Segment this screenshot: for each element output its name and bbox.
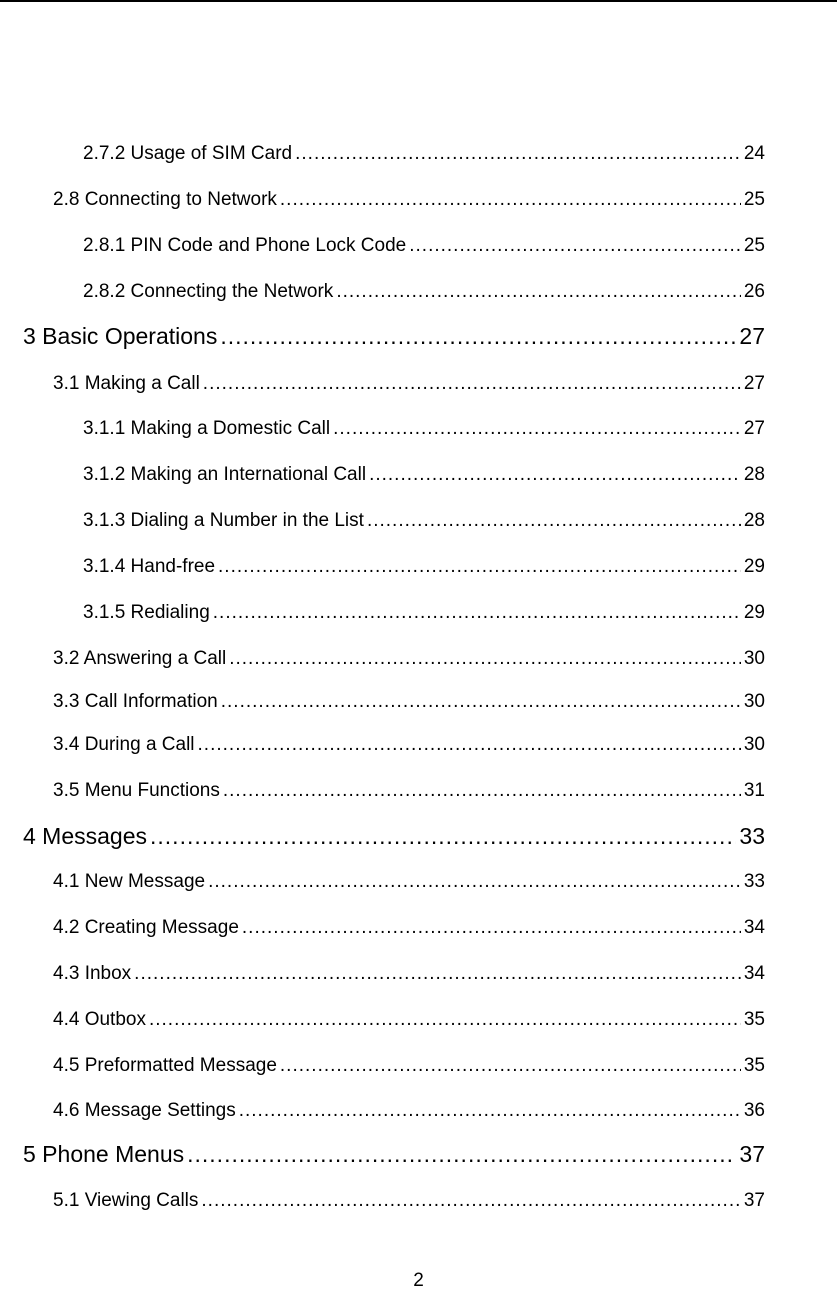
toc-entry <box>53 917 765 939</box>
toc-entry-title: 3.3 Call Information <box>53 691 218 712</box>
toc-entry <box>83 418 765 440</box>
toc-entry-title: 3.1.5 Redialing <box>83 602 210 623</box>
toc-leader-dots <box>213 602 741 624</box>
toc-entry <box>23 323 765 350</box>
toc-entry-page: 33 <box>739 823 765 849</box>
toc-entry-title: 3.1.2 Making an International Call <box>83 464 367 485</box>
toc-entry <box>53 1055 765 1077</box>
toc-entry-page: 30 <box>743 648 765 669</box>
top-rule <box>0 0 837 2</box>
toc-entry-page: 29 <box>743 602 765 623</box>
toc-leader-dots <box>239 1100 741 1122</box>
toc-entry <box>83 556 765 578</box>
toc-leader-dots <box>150 823 736 850</box>
toc-entry-page: 31 <box>743 780 765 801</box>
toc-entry <box>23 1141 765 1168</box>
toc-leader-dots <box>369 464 741 486</box>
toc-entry-page: 28 <box>743 464 765 485</box>
toc-entry <box>53 1190 765 1212</box>
toc-leader-dots <box>134 963 741 985</box>
toc-entry-page: 37 <box>739 1141 765 1167</box>
toc-entry <box>83 510 765 532</box>
toc-entry-page: 29 <box>743 556 765 577</box>
toc-entry <box>53 780 765 802</box>
toc-entry-page: 34 <box>743 917 765 938</box>
toc-entry-title: 4.2 Creating Message <box>53 917 239 938</box>
toc-entry <box>53 1100 765 1122</box>
toc-leader-dots <box>187 1141 736 1168</box>
toc-entry-title: 2.7.2 Usage of SIM Card <box>83 143 293 164</box>
toc-leader-dots <box>223 780 741 802</box>
toc-entry-title: 3.2 Answering a Call <box>53 648 227 669</box>
toc-entry-title: 4.5 Preformatted Message <box>53 1055 277 1076</box>
toc-leader-dots <box>218 556 741 578</box>
toc-entry-title: 3.4 During a Call <box>53 734 195 755</box>
toc-entry-page: 25 <box>743 189 765 210</box>
toc-entry-page: 28 <box>743 510 765 531</box>
toc-entry <box>53 373 765 395</box>
toc-leader-dots <box>208 871 741 893</box>
toc-leader-dots <box>221 691 741 713</box>
toc-entry <box>83 602 765 624</box>
toc-entry <box>83 235 765 257</box>
toc-entry-page: 25 <box>743 235 765 256</box>
toc-leader-dots <box>201 1190 740 1212</box>
toc-leader-dots <box>409 235 741 257</box>
toc-entry-page: 34 <box>743 963 765 984</box>
toc-leader-dots <box>149 1009 741 1031</box>
toc-entry-page: 35 <box>743 1055 765 1076</box>
toc-leader-dots <box>242 917 741 939</box>
toc-entry <box>53 734 765 756</box>
toc-entry <box>83 143 765 165</box>
toc-entry-title: 4.6 Message Settings <box>53 1100 236 1121</box>
toc-entry-title: 5.1 Viewing Calls <box>53 1190 199 1211</box>
toc-entry-title: 2.8 Connecting to Network <box>53 189 277 210</box>
toc-entry-page: 24 <box>743 143 765 164</box>
toc-entry-title: 5 Phone Menus <box>23 1141 185 1167</box>
toc-entry-page: 30 <box>743 734 765 755</box>
toc-entry-title: 4.3 Inbox <box>53 963 132 984</box>
toc-entry <box>53 691 765 713</box>
toc-entry-title: 3 Basic Operations <box>23 323 218 349</box>
toc-entry <box>83 281 765 303</box>
toc-entry-title: 4.1 New Message <box>53 871 206 892</box>
toc-leader-dots <box>333 418 741 440</box>
toc-entry-page: 36 <box>743 1100 765 1121</box>
toc-entry-title: 2.8.2 Connecting the Network <box>83 281 334 302</box>
toc-entry-title: 3.1.3 Dialing a Number in the List <box>83 510 364 531</box>
page-number: 2 <box>413 1270 424 1291</box>
toc-entry <box>53 648 765 670</box>
toc-leader-dots <box>336 281 741 303</box>
toc-entry-title: 3.1.4 Hand-free <box>83 556 216 577</box>
toc-entry-title: 3.1 Making a Call <box>53 373 200 394</box>
toc-entry-page: 35 <box>743 1009 765 1030</box>
toc-entry-title: 2.8.1 PIN Code and Phone Lock Code <box>83 235 407 256</box>
toc-entry <box>23 823 765 850</box>
toc-entry-title: 4.4 Outbox <box>53 1009 146 1030</box>
toc-entry-page: 30 <box>743 691 765 712</box>
toc-entry <box>53 1009 765 1031</box>
toc-entry-page: 27 <box>743 418 765 439</box>
toc-entry <box>53 871 765 893</box>
toc-leader-dots <box>229 648 741 670</box>
toc-leader-dots <box>203 373 741 395</box>
toc-leader-dots <box>220 323 736 350</box>
toc-entry-title: 3.5 Menu Functions <box>53 780 220 801</box>
toc-entry <box>83 464 765 486</box>
toc-entry-page: 27 <box>743 373 765 394</box>
toc-entry <box>53 963 765 985</box>
toc-leader-dots <box>280 189 741 211</box>
toc-entry-page: 27 <box>739 323 765 349</box>
toc-entry-page: 37 <box>743 1190 765 1211</box>
toc-entry-page: 26 <box>743 281 765 302</box>
toc-leader-dots <box>280 1055 741 1077</box>
toc-entry <box>53 189 765 211</box>
toc-leader-dots <box>198 734 741 756</box>
toc-leader-dots <box>295 143 741 165</box>
toc-entry-title: 4 Messages <box>23 823 148 849</box>
toc-entry-page: 33 <box>743 871 765 892</box>
toc-leader-dots <box>367 510 741 532</box>
toc-entry-title: 3.1.1 Making a Domestic Call <box>83 418 331 439</box>
